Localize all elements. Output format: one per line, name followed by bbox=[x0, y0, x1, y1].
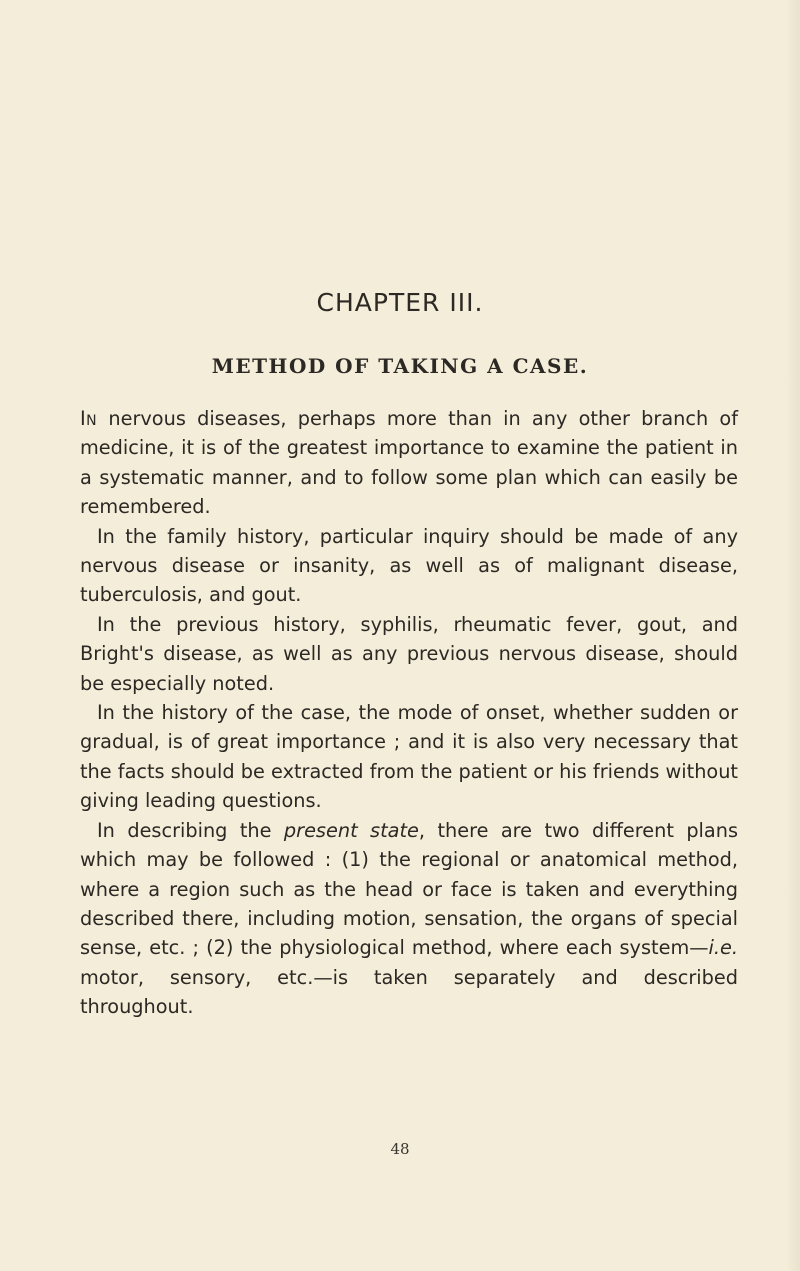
chapter-heading: CHAPTER III. bbox=[316, 288, 484, 317]
paragraph bbox=[80, 404, 738, 522]
paragraph-lead-word: In bbox=[80, 407, 98, 430]
emphasis-text: present state bbox=[283, 818, 419, 842]
paragraph: In the previous history, syphilis, rheumatic fever, gout, and Bright's disease, as well as any previous nervous disease, should be especially noted. bbox=[80, 612, 738, 695]
paragraph: In the family history, particular inquiry should be made of any nervous disease or insanity, as well as of malignant disease, tuberculosis, and gout. bbox=[80, 524, 738, 607]
paragraph-text: nervous diseases, perhaps more than in any other branch of medicine, it is of the greatest importance to examine the patient in a systematic manner, and to follow some plan which can easily be remembered. bbox=[80, 407, 738, 519]
paragraph-text: In describing the bbox=[97, 818, 284, 842]
section-title: METHOD OF TAKING A CASE. bbox=[211, 354, 589, 378]
paragraph: In the history of the case, the mode of onset, whether sudden or gradual, is of great importance ; and it is also very necessary that the facts should be extracted from the patient or his friends without giving leading questions. bbox=[80, 701, 738, 813]
page-edge-shadow bbox=[786, 0, 800, 1271]
paragraph-text: motor, sensory, etc.—is taken separately and described throughout. bbox=[80, 965, 738, 1019]
emphasis-text: i.e. bbox=[708, 936, 738, 960]
paragraph bbox=[80, 816, 738, 1022]
body-text bbox=[80, 404, 738, 1022]
page-number: 48 bbox=[390, 1140, 410, 1158]
paragraph-text: , there are two different plans which may be followed : (1) the regional or anatomical method, where a region such as the head or face is taken and everything described there, including motion, sensation, the organs of special sense, etc. ; (2) the physiological method, where each system— bbox=[80, 818, 738, 960]
